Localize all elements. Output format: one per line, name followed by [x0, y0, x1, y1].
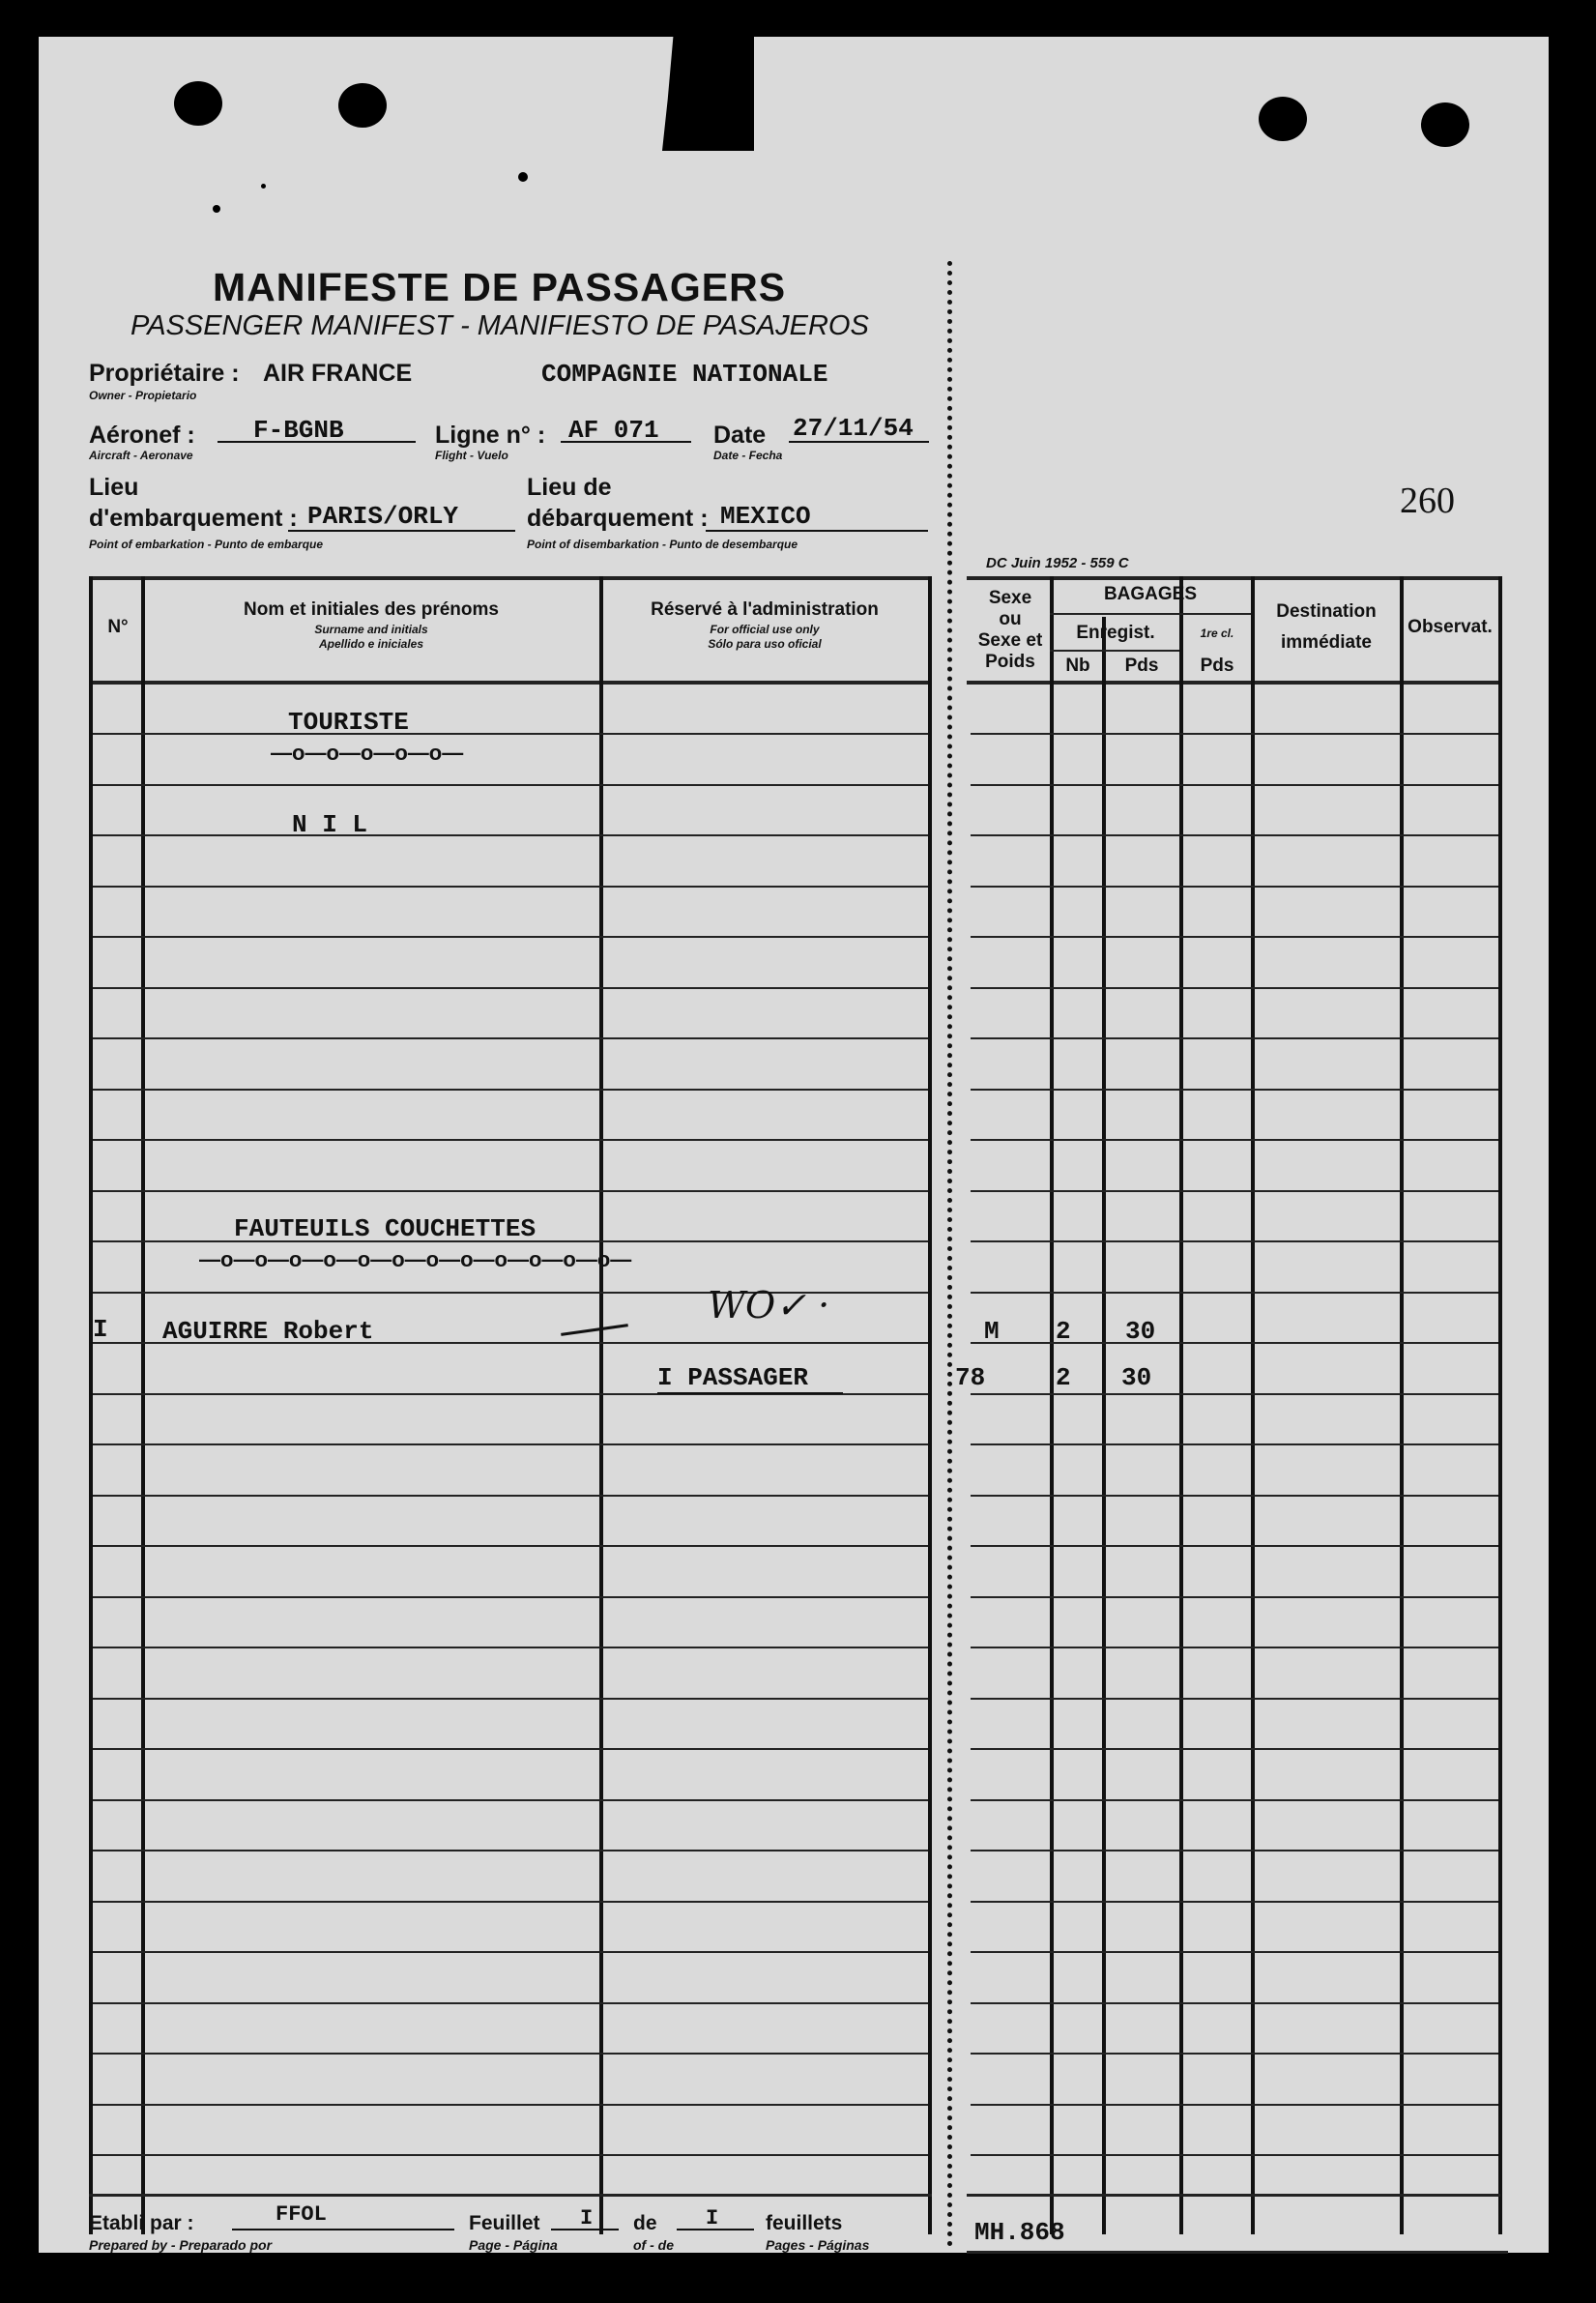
- table-row-rule: [93, 1647, 928, 1648]
- prepared-sub: Prepared by - Preparado por: [89, 2237, 273, 2253]
- table-row-rule: [971, 987, 1498, 989]
- total-nb: 2: [1056, 1363, 1071, 1392]
- table-row-rule: [971, 1951, 1498, 1953]
- flight-value: AF 071: [568, 416, 659, 445]
- date-sub: Date - Fecha: [713, 449, 783, 462]
- aircraft-label: Aéronef :: [89, 422, 195, 449]
- table-row-rule: [93, 1748, 928, 1750]
- page-number: 260: [1400, 481, 1455, 521]
- total-sheets-underline: [677, 2229, 754, 2230]
- table-row-rule: [93, 1596, 928, 1598]
- col-divider: [928, 576, 932, 2234]
- class-couchettes: FAUTEUILS COUCHETTES: [234, 1214, 537, 1243]
- table-row-rule: [971, 1748, 1498, 1750]
- passenger-1-pds: 30: [1125, 1317, 1156, 1346]
- speck: [261, 184, 266, 189]
- table-row-rule: [971, 1089, 1498, 1091]
- table-row-rule: [93, 1901, 928, 1903]
- table-row-rule: [93, 1089, 928, 1091]
- passenger-1-nb: 2: [1056, 1317, 1071, 1346]
- table-row-rule: [971, 886, 1498, 888]
- table-header-rule: [89, 681, 932, 685]
- table-row-rule: [971, 1190, 1498, 1192]
- date-value: 27/11/54: [793, 414, 914, 443]
- total-weight: 78: [955, 1363, 986, 1392]
- table-row-rule: [971, 1545, 1498, 1547]
- passenger-1-name: AGUIRRE Robert: [162, 1317, 374, 1346]
- col-divider: [1498, 576, 1502, 2234]
- col-header-pds-first: Pds: [1200, 656, 1234, 676]
- table-row-rule: [93, 936, 928, 938]
- prepared-value: FFOL: [276, 2202, 327, 2227]
- manifest-sheet: [39, 37, 1549, 2253]
- ref-underline: [967, 2251, 1508, 2254]
- embark-value: PARIS/ORLY: [307, 502, 459, 531]
- disembark-underline: [706, 530, 928, 532]
- torn-notch: [662, 37, 754, 151]
- class-touriste-rule: —o—o—o—o—o—: [271, 741, 464, 765]
- class-touriste-value: N I L: [292, 810, 368, 839]
- right-top-rule: [967, 576, 1500, 580]
- sheet-sub: Page - Página: [469, 2237, 558, 2253]
- punch-hole: [1421, 102, 1469, 147]
- of-label: de: [633, 2212, 657, 2234]
- table-row-rule: [93, 1443, 928, 1445]
- col-header-obs: Observat.: [1407, 617, 1493, 637]
- punch-hole: [174, 81, 222, 126]
- table-row-rule: [971, 1292, 1498, 1294]
- sheet-underline: [551, 2229, 619, 2230]
- right-header-rule: [967, 681, 1500, 685]
- table-row-rule: [93, 2104, 928, 2106]
- table-row-rule: [93, 2002, 928, 2004]
- owner-sub: Owner - Propietario: [89, 389, 197, 402]
- table-row-rule: [93, 1190, 928, 1192]
- right-bottom-rule: [967, 2194, 1500, 2197]
- total-underline: [657, 1392, 843, 1394]
- disembark-value: MEXICO: [720, 502, 811, 531]
- table-row-rule: [971, 784, 1498, 786]
- table-row-rule: [93, 1799, 928, 1801]
- embark-label-1: Lieu: [89, 474, 139, 501]
- table-row-rule: [971, 1139, 1498, 1141]
- table-row-rule: [971, 2002, 1498, 2004]
- table-row-rule: [93, 1545, 928, 1547]
- col-header-sex: Sexe: [988, 588, 1032, 608]
- table-row-rule: [93, 987, 928, 989]
- table-row-rule: [971, 1596, 1498, 1598]
- total-passengers: I PASSAGER: [657, 1363, 809, 1392]
- table-row-rule: [93, 1698, 928, 1700]
- punch-hole: [1259, 97, 1307, 141]
- col-divider: [1102, 617, 1106, 2234]
- class-touriste: TOURISTE: [288, 708, 409, 737]
- sheets-sub: Pages - Páginas: [766, 2237, 870, 2253]
- table-row-rule: [93, 886, 928, 888]
- col-header-name: Nom et initiales des prénoms: [244, 599, 499, 620]
- col-header-sex-2: ou: [999, 609, 1022, 629]
- aircraft-value: F-BGNB: [253, 416, 344, 445]
- disembark-label-1: Lieu de: [527, 474, 612, 501]
- table-row-rule: [971, 1799, 1498, 1801]
- table-row-rule: [971, 1240, 1498, 1242]
- date-underline: [789, 441, 929, 443]
- col-header-name-sub1: Surname and initials: [314, 623, 428, 636]
- table-row-rule: [93, 1495, 928, 1497]
- table-row-rule: [971, 1901, 1498, 1903]
- total-pds: 30: [1121, 1363, 1152, 1392]
- passenger-1-no: I: [93, 1315, 108, 1344]
- reference-number: MH.868: [974, 2218, 1065, 2247]
- table-row-rule: [971, 1342, 1498, 1344]
- table-row-rule: [93, 784, 928, 786]
- table-row-rule: [971, 1850, 1498, 1851]
- table-row-rule: [971, 1647, 1498, 1648]
- table-bottom-rule: [89, 2194, 932, 2197]
- handwritten-dash: [561, 1324, 628, 1336]
- total-sheets: I: [706, 2206, 719, 2230]
- col-header-sex-4: Poids: [985, 652, 1035, 672]
- col-header-sex-3: Sexe et: [977, 630, 1043, 651]
- of-sub: of - de: [633, 2237, 674, 2253]
- embark-sub: Point of embarkation - Punto de embarque: [89, 538, 324, 551]
- table-row-rule: [93, 834, 928, 836]
- sheets-label: feuillets: [766, 2212, 843, 2234]
- table-row-rule: [971, 733, 1498, 735]
- table-row-rule: [971, 2104, 1498, 2106]
- owner-value: AIR FRANCE: [263, 360, 413, 387]
- class-couchettes-rule: —o—o—o—o—o—o—o—o—o—o—o—o—: [199, 1247, 632, 1271]
- col-header-admin-sub2: Sólo para uso oficial: [708, 637, 822, 651]
- table-row-rule: [93, 1951, 928, 1953]
- table-row-rule: [971, 936, 1498, 938]
- col-header-admin: Réservé à l'administration: [651, 599, 879, 620]
- flight-label: Ligne n° :: [435, 422, 546, 449]
- table-row-rule: [93, 2053, 928, 2055]
- table-row-rule: [971, 1495, 1498, 1497]
- col-header-dest-2: immédiate: [1281, 632, 1372, 653]
- col-header-nb: Nb: [1065, 656, 1090, 676]
- table-top-rule: [89, 576, 932, 580]
- form-code: DC Juin 1952 - 559 C: [986, 555, 1129, 571]
- passenger-1-sex: M: [984, 1317, 1000, 1346]
- col-header-admin-sub1: For official use only: [710, 623, 820, 636]
- col-divider: [1179, 576, 1183, 2234]
- col-header-no: N°: [107, 617, 129, 637]
- table-row-rule: [971, 1698, 1498, 1700]
- bagages-subrule: [1050, 613, 1251, 615]
- embark-underline: [288, 530, 515, 532]
- col-header-name-sub2: Apellido e iniciales: [318, 637, 424, 651]
- col-header-dest-1: Destination: [1276, 601, 1377, 622]
- table-row-rule: [93, 733, 928, 735]
- date-label: Date: [713, 422, 767, 449]
- col-divider: [1050, 576, 1054, 2234]
- punch-hole: [338, 83, 387, 128]
- table-row-rule: [971, 1393, 1498, 1395]
- flight-underline: [561, 441, 691, 443]
- page-subtitle: PASSENGER MANIFEST - MANIFIESTO DE PASAJEROS: [131, 310, 869, 341]
- embark-label-2: d'embarquement :: [89, 505, 298, 532]
- col-divider: [89, 576, 93, 2234]
- table-row-rule: [971, 1037, 1498, 1039]
- col-header-pds: Pds: [1124, 656, 1159, 676]
- aircraft-sub: Aircraft - Aeronave: [89, 449, 193, 462]
- page-title: MANIFESTE DE PASSAGERS: [213, 265, 787, 309]
- prepared-label: Etabli par :: [89, 2212, 194, 2234]
- col-header-enreg: Enregist.: [1076, 623, 1155, 643]
- col-header-first: 1re cl.: [1200, 627, 1234, 640]
- table-row-rule: [93, 1850, 928, 1851]
- col-divider: [141, 576, 145, 2234]
- owner-label: Propriétaire :: [89, 360, 240, 387]
- sheet-value: I: [580, 2206, 594, 2230]
- speck: [213, 205, 220, 213]
- enreg-subrule: [1050, 650, 1179, 652]
- table-row-rule: [93, 1037, 928, 1039]
- table-row-rule: [971, 2154, 1498, 2156]
- tear-line: [947, 261, 952, 2248]
- table-row-rule: [93, 2154, 928, 2156]
- col-divider: [1400, 576, 1404, 2234]
- owner-value-typed: COMPAGNIE NATIONALE: [541, 360, 828, 389]
- col-divider: [1251, 576, 1255, 2234]
- col-header-bagages: BAGAGES: [1103, 584, 1198, 604]
- aircraft-underline: [218, 441, 416, 443]
- disembark-sub: Point of disembarkation - Punto de desembarque: [527, 538, 798, 551]
- table-row-rule: [971, 2053, 1498, 2055]
- speck: [518, 172, 528, 182]
- table-row-rule: [971, 834, 1498, 836]
- table-row-rule: [971, 1443, 1498, 1445]
- col-divider: [599, 576, 603, 2234]
- sheet-label: Feuillet: [469, 2212, 540, 2234]
- flight-sub: Flight - Vuelo: [435, 449, 508, 462]
- table-row-rule: [93, 1139, 928, 1141]
- prepared-underline: [232, 2229, 454, 2230]
- disembark-label-2: débarquement :: [527, 505, 709, 532]
- handwritten-mark: WO✓ ·: [708, 1284, 830, 1326]
